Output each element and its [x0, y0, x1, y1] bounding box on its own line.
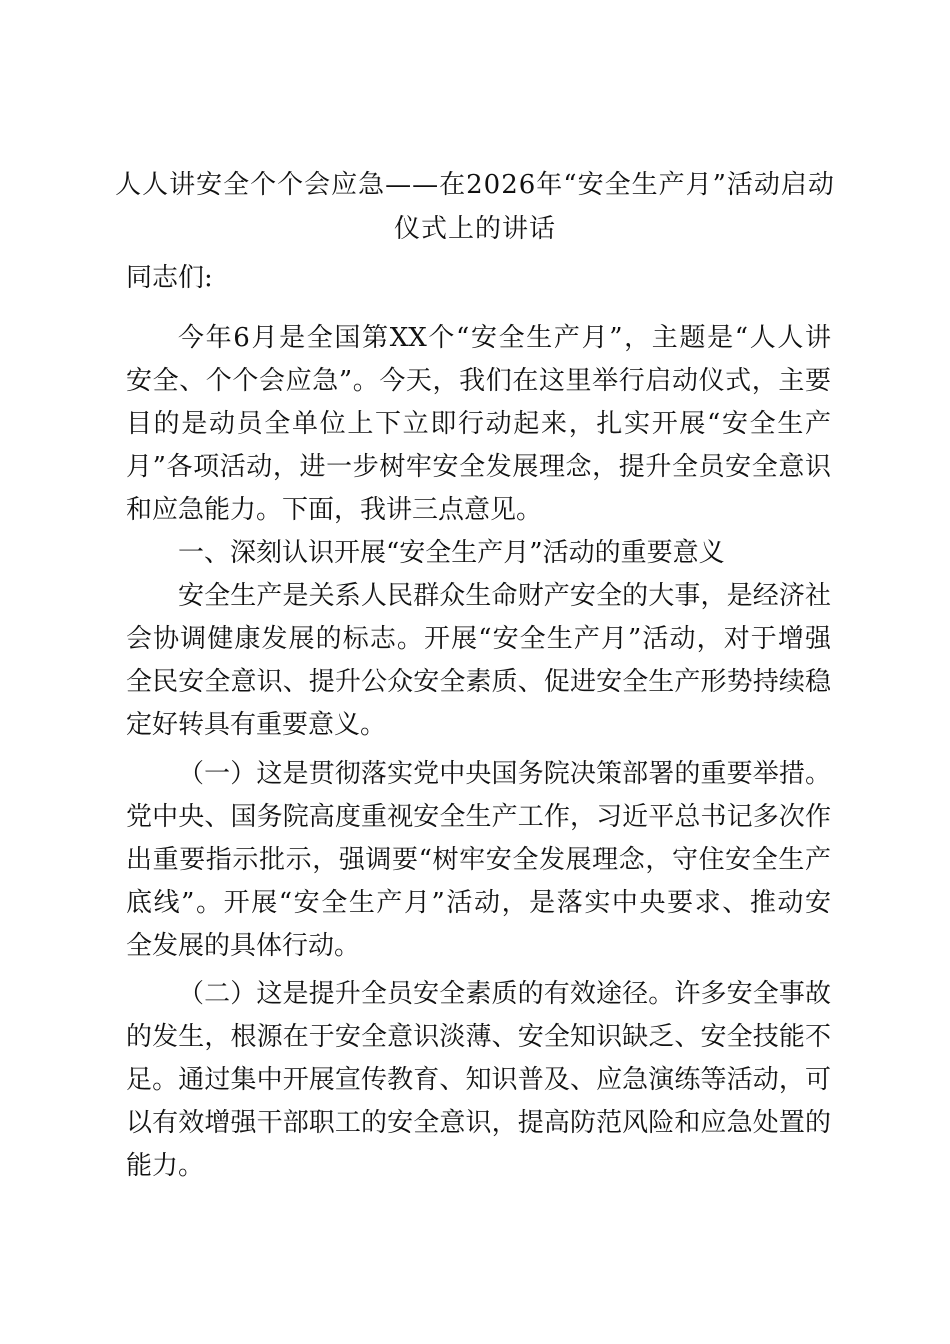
paragraph-line: 党中央、国务院高度重视安全生产工作，习近平总书记多次作 [126, 802, 831, 832]
paragraph-line: 足。通过集中开展宣传教育、知识普及、应急演练等活动，可 [126, 1065, 831, 1095]
paragraph-line: 和应急能力。下面，我讲三点意见。 [126, 495, 543, 525]
paragraph-line: 会协调健康发展的标志。开展“安全生产月”活动，对于增强 [126, 624, 831, 654]
section-heading: 一、深刻认识开展“安全生产月”活动的重要意义 [178, 538, 725, 568]
paragraph-line: 能力。 [126, 1151, 205, 1181]
paragraph-line: 安全、个个会应急”。今天，我们在这里举行启动仪式，主要 [126, 366, 831, 396]
paragraph-line: （二）这是提升全员安全素质的有效途径。许多安全事故 [178, 979, 831, 1009]
paragraph-line: 的发生，根源在于安全意识淡薄、安全知识缺乏、安全技能不 [126, 1022, 831, 1052]
paragraph-line: 底线”。开展“安全生产月”活动，是落实中央要求、推动安 [126, 888, 831, 918]
paragraph-line: 今年6月是全国第XX个“安全生产月”，主题是“人人讲 [178, 323, 831, 353]
paragraph-line: 目的是动员全单位上下立即行动起来，扎实开展“安全生产 [126, 409, 831, 439]
paragraph-line: 定好转具有重要意义。 [126, 710, 387, 740]
salutation: 同志们: [126, 263, 213, 293]
paragraph-line: 全民安全意识、提升公众安全素质、促进安全生产形势持续稳 [126, 667, 831, 697]
paragraph-line: 全发展的具体行动。 [126, 931, 361, 961]
paragraph-line: 出重要指示批示，强调要“树牢安全发展理念，守住安全生产 [126, 845, 831, 875]
paragraph-line: 安全生产是关系人民群众生命财产安全的大事，是经济社 [178, 581, 831, 611]
paragraph-line: 以有效增强干部职工的安全意识，提高防范风险和应急处置的 [126, 1108, 831, 1138]
paragraph-line: （一）这是贯彻落实党中央国务院决策部署的重要举措。 [178, 759, 831, 789]
paragraph-line: 月”各项活动，进一步树牢安全发展理念，提升全员安全意识 [126, 452, 831, 482]
document-title-line-2: 仪式上的讲话 [393, 214, 556, 244]
document-title-line-1: 人人讲安全个个会应急——在2026年“安全生产月”活动启动 [115, 170, 835, 200]
